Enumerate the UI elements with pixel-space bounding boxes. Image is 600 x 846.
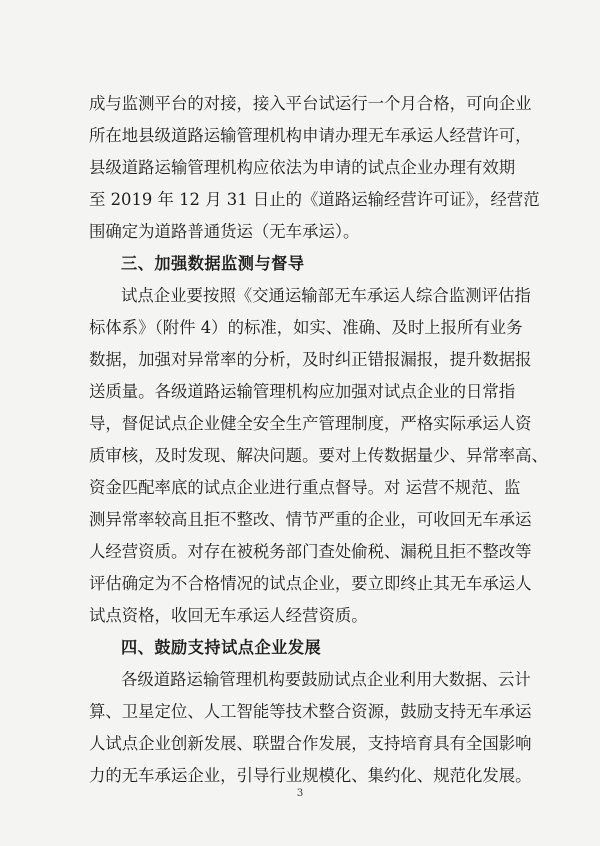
page-number: 3 [296, 788, 304, 799]
text-line: 算、卫星定位、人工智能等技术整合资源，鼓励支持无车承运 [89, 702, 532, 721]
text-line: 试点资格，收回无车承运人经营资质。 [89, 606, 368, 625]
text-line: 测异常率较高且拒不整改、情节严重的企业，可收回无车承运 [89, 510, 532, 529]
text-line: 成与监测平台的对接，接入平台试运行一个月合格，可向企业 [89, 94, 532, 113]
text-line: 人试点企业创新发展、联盟合作发展，支持培育具有全国影响 [89, 734, 532, 753]
text-line: 至 2019 年 12 月 31 日止的《道路运输经营许可证》，经营范 [89, 190, 540, 209]
text-line: 数据，加强对异常率的分析，及时纠正错报漏报，提升数据报 [89, 350, 532, 369]
text-line: 标体系》（附件 4）的标准，如实、准确、及时上报所有业务 [89, 318, 523, 337]
text-line: 人经营资质。对存在被税务部门查处偷税、漏税且拒不整改等 [89, 542, 532, 561]
text-line: 各级道路运输管理机构要鼓励试点企业利用大数据、云计 [121, 670, 531, 689]
text-line: 资金匹配率底的试点企业进行重点督导。对 运营不规范、监 [89, 478, 521, 497]
text-line: 力的无车承运企业，引导行业规模化、集约化、规范化发展。 [89, 766, 532, 785]
section-heading: 四、鼓励支持试点企业发展 [121, 638, 322, 657]
section-heading: 三、加强数据监测与督导 [121, 254, 305, 273]
text-line: 县级道路运输管理机构应依法为申请的试点企业办理有效期 [89, 158, 516, 177]
text-line: 试点企业要按照《交通运输部无车承运人综合监测评估指 [121, 286, 531, 305]
text-line: 围确定为道路普通货运（无车承运）。 [89, 222, 360, 241]
text-line: 质审核，及时发现、解决问题。要对上传数据量少、异常率高、 [89, 446, 548, 465]
text-line: 送质量。各级道路运输管理机构应加强对试点企业的日常指 [89, 382, 516, 401]
text-line: 导，督促试点企业健全安全生产管理制度，严格实际承运人资 [89, 414, 532, 433]
text-line: 所在地县级道路运输管理机构申请办理无车承运人经营许可， [89, 126, 532, 145]
text-line: 评估确定为不合格情况的试点企业，要立即终止其无车承运人 [89, 574, 532, 593]
